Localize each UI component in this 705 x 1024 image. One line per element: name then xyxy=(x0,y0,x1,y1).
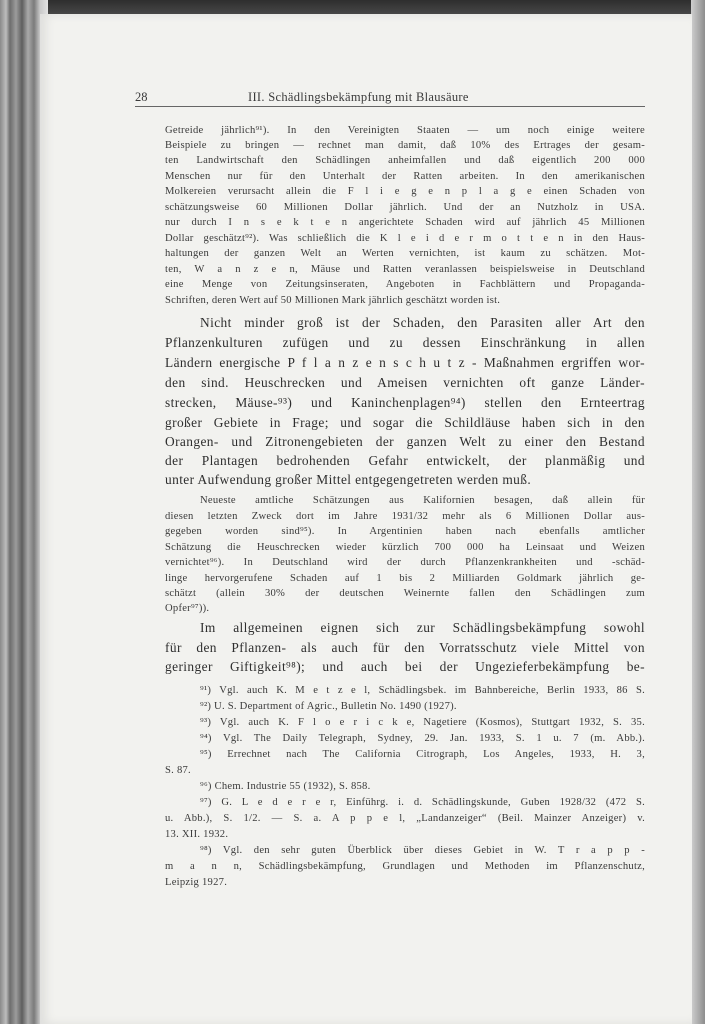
text-line: diesen letzten Zweck dort im Jahre 1931/32 mehr als 6 Millionen Dollar aus- xyxy=(165,511,645,522)
text-line: großer Gebiete in Frage; und sogar die Schildläuse haben sich in den xyxy=(165,415,645,430)
footnote: ⁹⁸) Vgl. den sehr guten Überblick über dieses Gebiet in W. T r a p p - xyxy=(200,845,645,856)
text-line: Schätzung die Heuschrecken wieder kürzlich 700 000 ha Leinsaat und Weizen xyxy=(165,542,645,553)
text-line: Opfer⁹⁷)). xyxy=(165,603,210,614)
text-line: nur durch I n s e k t e n angerichtete Schaden wird auf jährlich 45 Millionen xyxy=(165,217,645,228)
text-line: Neueste amtliche Schätzungen aus Kalifornien besagen, daß allein für xyxy=(200,495,645,506)
footnote: ⁹⁴) Vgl. The Daily Telegraph, Sydney, 29. Jan. 1933, S. 1 u. 7 (m. Abb.). xyxy=(200,733,645,744)
text-line: gegeben worden sind⁹⁵). In Argentinien haben nach ebenfalls amtlicher xyxy=(165,526,645,537)
text-line: linge hervorgerufene Schaden auf 1 bis 2 Milliarden Goldmark jährlich ge- xyxy=(165,573,645,584)
text-line: Pflanzenkulturen zufügen und zu dessen Einschränkung in allen xyxy=(165,335,645,350)
text-line: eine Menge von Zeitungsinseraten, Angeboten in Fachblättern und Propaganda- xyxy=(165,279,645,290)
footnote: u. Abb.), S. 1/2. — S. a. A p p e l, „Landanzeiger“ (Beil. Mainzer Anzeiger) v. xyxy=(165,813,645,824)
text-line: schätzungsweise 60 Millionen Dollar jährlich. Und der an Nutzholz in USA. xyxy=(165,202,645,213)
text-line: für den Pflanzen- als auch für den Vorratsschutz viele Mittel von xyxy=(165,640,645,655)
footnote: ⁹¹) Vgl. auch K. M e t z e l, Schädlingsbek. im Bahnbereiche, Berlin 1933, 86 S. xyxy=(200,685,645,696)
page-stack-edge xyxy=(691,0,705,1024)
text-line: der Plantagen bedrohenden Gefahr entwickelt, der planmäßig und xyxy=(165,453,645,468)
text-line: Menschen nur für den Unterhalt der Ratten arbeiten. In den amerikanischen xyxy=(165,171,645,182)
footnote: ⁹⁵) Errechnet nach The California Citrograph, Los Angeles, 1933, H. 3, xyxy=(200,749,645,760)
running-title: III. Schädlingsbekämpfung mit Blausäure xyxy=(248,90,469,104)
text-line: Getreide jährlich⁹¹). In den Vereinigten Staaten — um noch einige weitere xyxy=(165,125,645,136)
text-line: Ländern energische P f l a n z e n s c h u t z - Maßnahmen ergriffen wor- xyxy=(165,355,645,370)
text-line: Im allgemeinen eignen sich zur Schädlingsbekämpfung sowohl xyxy=(200,620,645,635)
text-line: Orangen- und Zitronengebieten der ganzen Welt zu einer den Bestand xyxy=(165,434,645,449)
text-line: Beispiele zu bringen — rechnet man damit, daß 10% des Ertrages der gesam- xyxy=(165,140,645,151)
page-number: 28 xyxy=(135,90,148,104)
footnote: S. 87. xyxy=(165,765,191,776)
text-line: ten, W a n z e n, Mäuse und Ratten veranlassen beispielsweise in Deutschland xyxy=(165,264,645,275)
footnote: 13. XII. 1932. xyxy=(165,829,229,840)
footnote: ⁹³) Vgl. auch K. F l o e r i c k e, Nagetiere (Kosmos), Stuttgart 1932, S. 35. xyxy=(200,717,645,728)
footnote: Leipzig 1927. xyxy=(165,877,228,888)
footnote: ⁹⁶) Chem. Industrie 55 (1932), S. 858. xyxy=(200,781,371,792)
footnote: ⁹²) U. S. Department of Agric., Bulletin No. 1490 (1927). xyxy=(200,701,457,712)
text-line: Nicht minder groß ist der Schaden, den Parasiten aller Art den xyxy=(200,315,645,330)
text-line: vernichtet⁹⁶). In Deutschland wird der durch Pflanzenkrankheiten und -schäd- xyxy=(165,557,645,568)
text-line: ten Landwirtschaft den Schädlingen anheimfallen und daß eigentlich 200 000 xyxy=(165,155,645,166)
text-line: Molkereien verursacht allein die F l i e g e n p l a g e einen Schaden von xyxy=(165,186,645,197)
text-line: den sind. Heuschrecken und Ameisen vernichten oft ganze Länder- xyxy=(165,375,645,390)
running-header xyxy=(135,90,645,107)
text-line: schätzt (allein 30% der deutschen Weinernte fallen den Schädlingen zum xyxy=(165,588,645,599)
text-line: strecken, Mäuse-⁹³) und Kaninchenplagen⁹⁴) stellen den Ernteertrag xyxy=(165,395,645,410)
text-line: geringer Giftigkeit⁹⁸); und auch bei der Ungezieferbekämpfung be- xyxy=(165,659,645,674)
footnote: ⁹⁷) G. L e d e r e r, Einführg. i. d. Schädlingskunde, Guben 1928/32 (472 S. xyxy=(200,797,645,808)
footnote: m a n n, Schädlingsbekämpfung, Grundlagen und Methoden im Pflanzenschutz, xyxy=(165,861,645,872)
text-line: Dollar geschätzt⁹²). Was schließlich die K l e i d e r m o t t e n in den Haus- xyxy=(165,233,645,244)
text-line: haltungen der ganzen Welt an Werten vernichten, ist kaum zu schätzen. Mot- xyxy=(165,248,645,259)
text-line: Schriften, deren Wert auf 50 Millionen Mark jährlich geschätzt worden ist. xyxy=(165,295,501,306)
text-line: unter Aufwendung großer Mittel entgegengetreten werden muß. xyxy=(165,472,532,487)
